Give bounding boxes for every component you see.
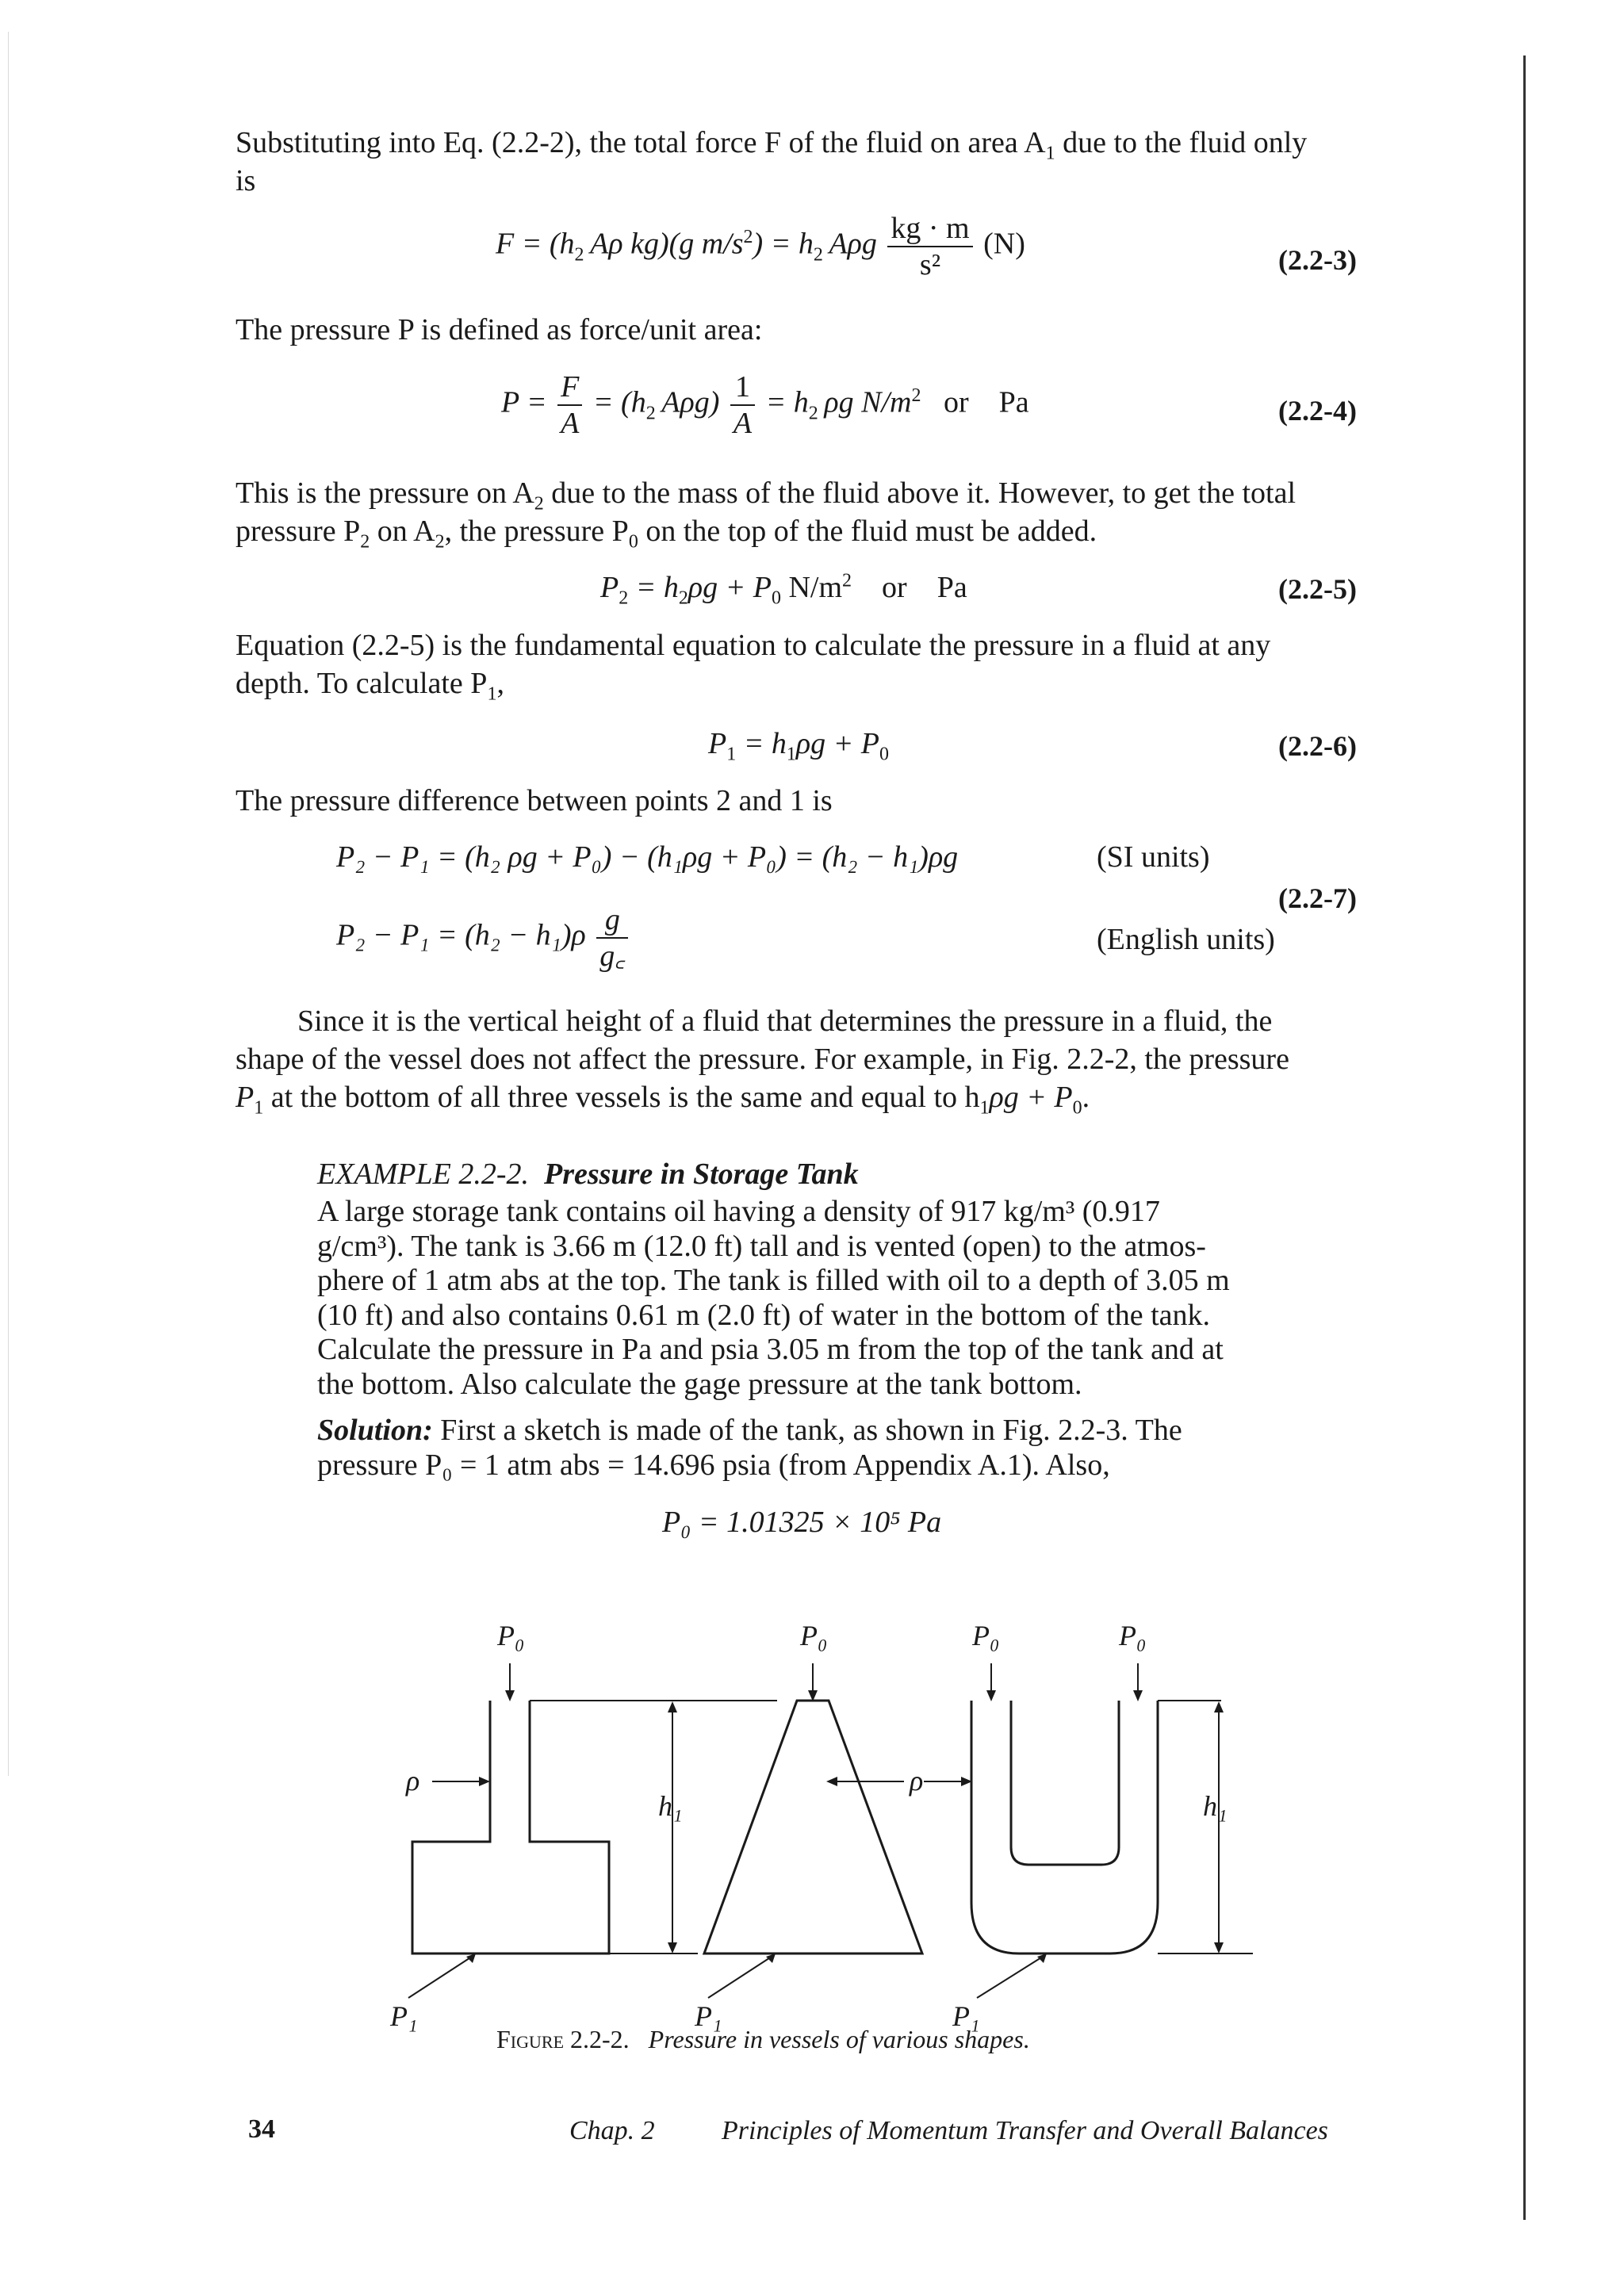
scan-edge-left — [8, 32, 9, 1776]
example-solution: Solution: First a sketch is made of the tank, as shown in Fig. 2.2-3. The pressure P₀ = 1 atm abs = 14.696 psia (from Appendix A.1). Also, — [317, 1414, 1182, 1482]
equation-number-2-2-7: (2.2-7) — [1278, 882, 1357, 914]
pressure-definition: The pressure P is defined as force/unit area: — [236, 313, 763, 346]
fundamental-paragraph: Equation (2.2-5) is the fundamental equation to calculate the pressure in a fluid at any depth. To calculate $P_1$, — [236, 629, 1271, 705]
equation-2-2-3: $F = (h_2$ Aρ kg)(g $m/s^2) = h_2$ Aρg $\frac{kg \cdot m}{\text{s²}}$ (N) — [496, 212, 1025, 281]
equation-2-2-7-english-units: (English units) — [1097, 923, 1275, 956]
figure-caption: Figure 2.2-2. Pressure in vessels of various shapes. — [496, 2025, 1030, 2053]
equation-number-2-2-5: (2.2-5) — [1278, 573, 1357, 605]
label-p0-3: P₀ — [972, 1620, 1000, 1651]
intro-paragraph: Substituting into Eq. (2.2-2), the total force F of the fluid on area $A_1$ due to the fluid only is — [236, 126, 1308, 197]
example-body: A large storage tank contains oil having a density of 917 kg/m³ (0.917 g/cm³). The tank is 3.66 m (12.0 ft) tall and is vented (open) to the atmos- phere of 1 atm abs at the top. The tank is filled with oil to a depth of 3.05 m (10 ft) and also contains 0.61 m (2.0 ft) of water in the bottom of the tank. Calculate the pressure in Pa and psia 3.05 m from the top of the tank and at the bottom. Also calculate the gage pressure at the tank bottom. — [317, 1195, 1230, 1401]
label-p1-3: P₁ — [952, 2000, 980, 2032]
equation-2-2-7-english: P₂ − P₁ = (h₂ − h₁)ρ $\frac{g}{g꜀}$ — [336, 904, 631, 972]
equation-2-2-5: $P_2 = h_2\rho g + P_0$ $N/m^2$ or Pa — [600, 570, 967, 609]
vessel-t-shape — [412, 1701, 609, 1954]
label-p1-2: P₁ — [695, 2000, 722, 2032]
equation-number-2-2-4: (2.2-4) — [1278, 395, 1357, 427]
equation-number-2-2-6: (2.2-6) — [1278, 730, 1357, 762]
label-h1-1: h₁ — [658, 1790, 683, 1822]
equation-2-2-7-si-units: (SI units) — [1097, 840, 1210, 874]
equation-2-2-4: P = $\frac{F}{A}$ = ($h_2$ Aρg) $\frac{1}{A}$ = $h_2$ ρg $N/m^2$ or Pa — [501, 370, 1029, 440]
unit-fraction: $\frac{kg \cdot m}{\text{s²}}$ — [887, 212, 972, 281]
vessel-trapezoid — [704, 1701, 922, 1954]
label-p0-1: P₀ — [497, 1620, 525, 1651]
equation-2-2-7-si: P₂ − P₁ = (h₂ ρg + P₀) − (h₁ρg + P₀) = (h₂ − h₁)ρg — [336, 840, 959, 874]
vessel-u-tube — [971, 1701, 1158, 1954]
total-pressure-paragraph: This is the pressure on $A_2$ due to the mass of the fluid above it. However, to get the total pressure $P_2$ on $A_2$, the pressure $P_0$ on the top of the fluid must be added. — [236, 476, 1297, 553]
equation-number-2-2-3: (2.2-3) — [1278, 244, 1357, 276]
page-number: 34 — [248, 2114, 275, 2144]
label-rho-1: ρ — [406, 1765, 420, 1797]
p0-value-equation: P₀ = 1.01325 × 10⁵ Pa — [662, 1506, 942, 1539]
equation-2-2-6: $P_1 = h_1\rho g + P_0$ — [708, 727, 889, 765]
pressure-difference-intro: The pressure difference between points 2 and 1 is — [236, 784, 833, 817]
label-rho-2: ρ — [910, 1765, 924, 1797]
example-heading: EXAMPLE 2.2-2. Pressure in Storage Tank — [317, 1158, 859, 1191]
footer-chapter: Chap. 2 — [569, 2116, 655, 2145]
label-p1-1: P₁ — [390, 2000, 418, 2032]
scan-binding-line — [1523, 55, 1526, 2220]
vessel-shape-paragraph: Since it is the vertical height of a fluid that determines the pressure in a fluid, the shape of the vessel does not affect the pressure. For example, in Fig. 2.2-2, the pressure $P_1$ at the bottom of all three vessels is the same and equal to $h_1\rho g + P_0$. — [236, 1004, 1289, 1119]
label-p0-2: P₀ — [800, 1620, 828, 1651]
footer-title: Principles of Momentum Transfer and Overall Balances — [722, 2116, 1328, 2145]
label-p0-4: P₀ — [1119, 1620, 1147, 1651]
label-h1-2: h₁ — [1203, 1790, 1228, 1822]
